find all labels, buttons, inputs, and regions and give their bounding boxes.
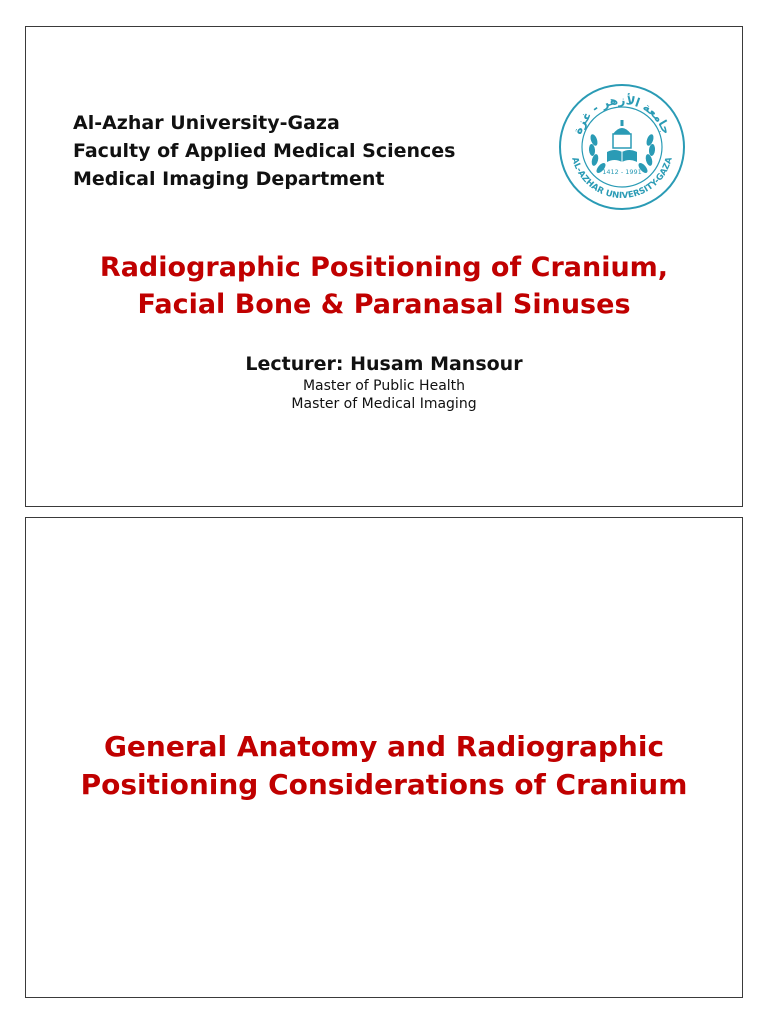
book-dome-icon — [607, 120, 637, 162]
section-title-line-2: Positioning Considerations of Cranium — [80, 768, 688, 801]
logo-years: 1412 - 1991 — [602, 168, 642, 176]
logo-english-text: AL-AZHAR UNIVERSITY-GAZA — [569, 156, 675, 202]
section-title — [26, 728, 742, 804]
university-name: Al-Azhar University-Gaza — [73, 112, 340, 134]
lecture-title — [26, 249, 742, 323]
slide-2 — [25, 517, 743, 998]
lecturer-degree-1: Master of Public Health — [302, 378, 466, 394]
lecture-title-line-2: Facial Bone & Paranasal Sinuses — [137, 289, 631, 320]
lecturer-degree-2: Master of Medical Imaging — [291, 396, 477, 412]
slide-1 — [25, 26, 743, 507]
university-logo — [557, 82, 687, 212]
logo-arabic-text: جامعة الأزهر - غزة — [570, 93, 674, 137]
institution-block — [73, 109, 456, 193]
department-name: Medical Imaging Department — [73, 168, 385, 190]
lecturer-block — [26, 351, 742, 413]
section-title-line-1: General Anatomy and Radiographic — [103, 730, 665, 763]
lecturer-name: Lecturer: Husam Mansour — [245, 353, 523, 375]
faculty-name: Faculty of Applied Medical Sciences — [73, 140, 456, 162]
lecture-title-line-1: Radiographic Positioning of Cranium, — [99, 252, 669, 283]
